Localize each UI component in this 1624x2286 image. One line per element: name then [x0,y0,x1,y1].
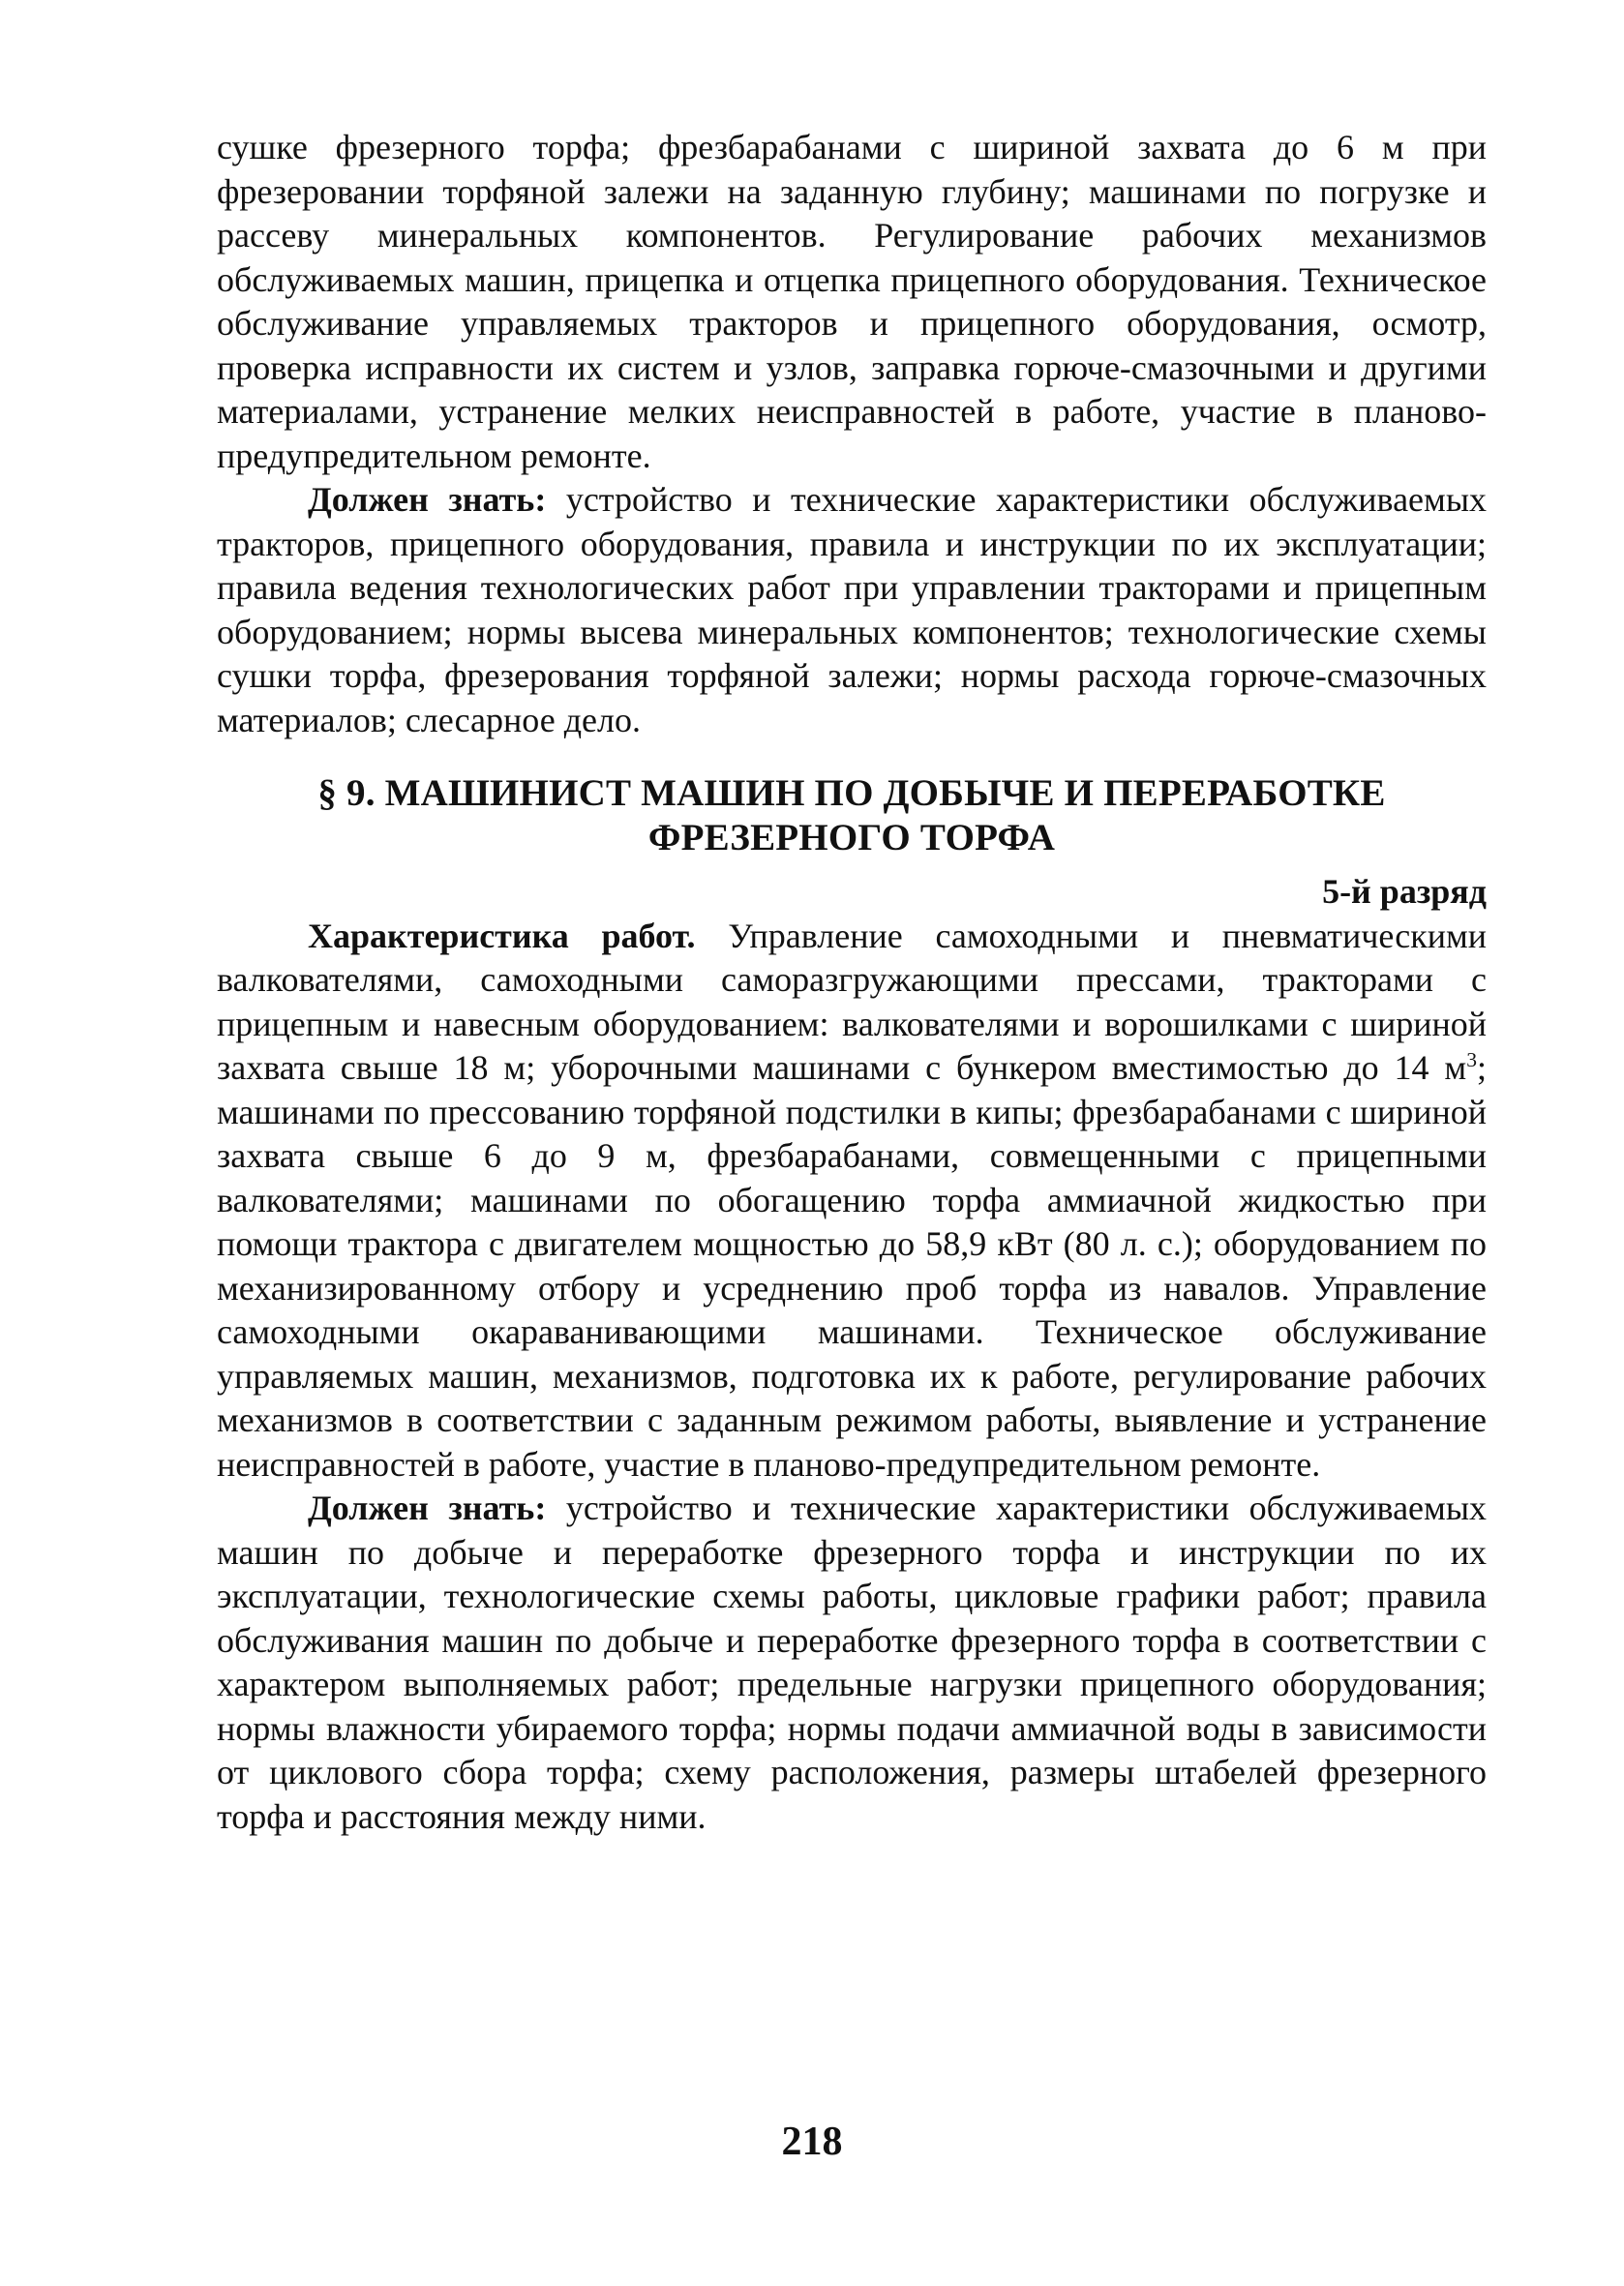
knowledge-1-text: устройство и технические характеристики обслуживаемых тракторов, прицепного оборудования, правила и инструкции по их эксплуатации; правила ведения технологических работ при управлении тракторами и прицепным оборудованием; нормы высева минеральных компонентов; технологические схемы сушки торфа, фрезерования торфяной залежи; нормы расхода горюче-смазочных материалов; слесарное дело. [217,480,1488,739]
page-number: 218 [781,2120,843,2164]
knowledge-2-label: Должен знать: [308,1489,547,1527]
grade-label: 5-й разряд [1322,872,1487,911]
work-text-part-2: ; машинами по прессованию торфяной подстилки в кипы; фрезбарабанами с шириной захвата свыше 6 до 9 м, фрезбарабанами, совмещенными с прицепными валкователями; машинами по обогащению торфа аммиачной жидкостью при помощи трактора с двигателем мощностью до 58,9 кВт (80 л. с.); оборудованием по механизированному отбору и усреднению проб торфа из навалов. Управление самоходными окараванивающими машинами. Техническое обслуживание управляемых машин, механизмов, подготовка их к работе, регулирование рабочих механизмов в соответствии с заданным режимом работы, выявление и устранение неисправностей в работе, участие в планово-предупредительном ремонте. [217,1048,1487,1484]
page-body [217,126,1487,1839]
section-heading-line-2: ФРЕЗЕРНОГО ТОРФА [647,817,1056,858]
cubic-superscript: 3 [1466,1048,1477,1071]
section-heading [217,771,1487,860]
intro-paragraph-text: сушке фрезерного торфа; фрезбарабанами с шириной захвата до 6 м при фрезеровании торфяной залежи на заданную глубину; машинами по погрузке и рассеву минеральных компонентов. Регулирование рабочих механизмов обслуживаемых машин, прицепка и отцепка прицепного оборудования. Техническое обслуживание управляемых тракторов и прицепного оборудования, осмотр, проверка исправности их систем и узлов, заправка горюче-смазочными и другими материалами, устранение мелких неисправностей в работе, участие в планово-предупредительном ремонте. [217,128,1487,475]
work-characteristics-label: Характеристика работ. [308,916,696,955]
knowledge-2-text: устройство и технические характеристики обслуживаемых машин по добыче и переработке фрезерного торфа и инструкции по их эксплуатации, технологические схемы работы, цикловые графики работ; правила обслуживания машин по добыче и переработке фрезерного торфа в соответствии с характером выполняемых работ; предельные нагрузки прицепного оборудования; нормы влажности убираемого торфа; нормы подачи аммиачной воды в зависимости от циклового сбора торфа; схему расположения, размеры штабелей фрезерного торфа и расстояния между ними. [217,1489,1488,1836]
knowledge-1-label: Должен знать: [308,480,547,519]
work-characteristics-paragraph [217,915,1487,1488]
intro-paragraph [217,126,1487,478]
section-heading-line-1: § 9. МАШИНИСТ МАШИН ПО ДОБЫЧЕ И ПЕРЕРАБОТКЕ [317,772,1386,814]
knowledge-paragraph-1 [217,478,1487,742]
work-text-part-1: Управление самоходными и пневматическими валкователями, самоходными саморазгружающими прессами, тракторами с прицепным и навесным оборудованием: валкователями и ворошилками с шириной захвата свыше 18 м; уборочными машинами с бункером вместимостью до 14 м [217,916,1488,1087]
knowledge-paragraph-2 [217,1487,1487,1839]
